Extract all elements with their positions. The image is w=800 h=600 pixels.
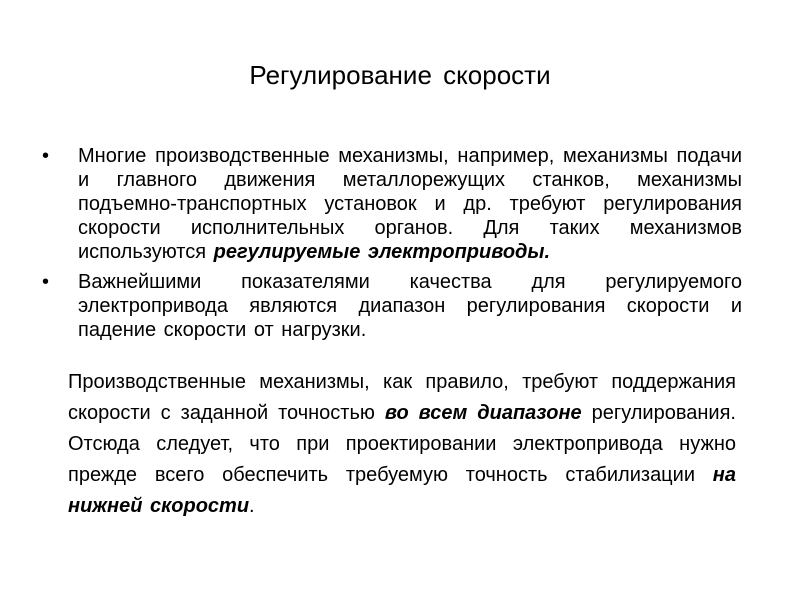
paragraph-text-1: Производственные механизмы, как правило, требуют поддержания скорости с заданной точностью bbox=[68, 371, 736, 424]
slide-title: Регулирование скорости bbox=[249, 60, 551, 90]
bullet-item-1 bbox=[42, 144, 742, 264]
bullet-marker: • bbox=[42, 271, 50, 293]
bullet-text-2: Важнейшими показателями качества для регулируемого электропривода являются диапазон регулирования скорости и падение скорости от нагрузки. bbox=[78, 271, 742, 341]
paragraph-text-3: . bbox=[249, 495, 255, 517]
bullet-marker: • bbox=[42, 145, 50, 167]
bullet-list bbox=[42, 144, 742, 348]
paragraph-text-2: регулирования. Отсюда следует, что при проектировании электропривода нужно прежде всего обеспечить требуемую точность стабилизации bbox=[68, 402, 736, 486]
bullet-emphasis-1: регулируемые электроприводы. bbox=[213, 241, 551, 263]
paragraph-emphasis-1: во всем диапазоне bbox=[384, 402, 582, 424]
bullet-text-1: Многие производственные механизмы, например, механизмы подачи и главного движения металлорежущих станков, механизмы подъемно-транспортных установок и др. требуют регулирования скорости исполнительных органов. Для таких механизмов используются bbox=[78, 145, 742, 263]
paragraph-emphasis-2: на нижней скорости bbox=[68, 464, 736, 517]
summary-paragraph bbox=[68, 367, 736, 522]
bullet-item-2 bbox=[42, 270, 742, 342]
